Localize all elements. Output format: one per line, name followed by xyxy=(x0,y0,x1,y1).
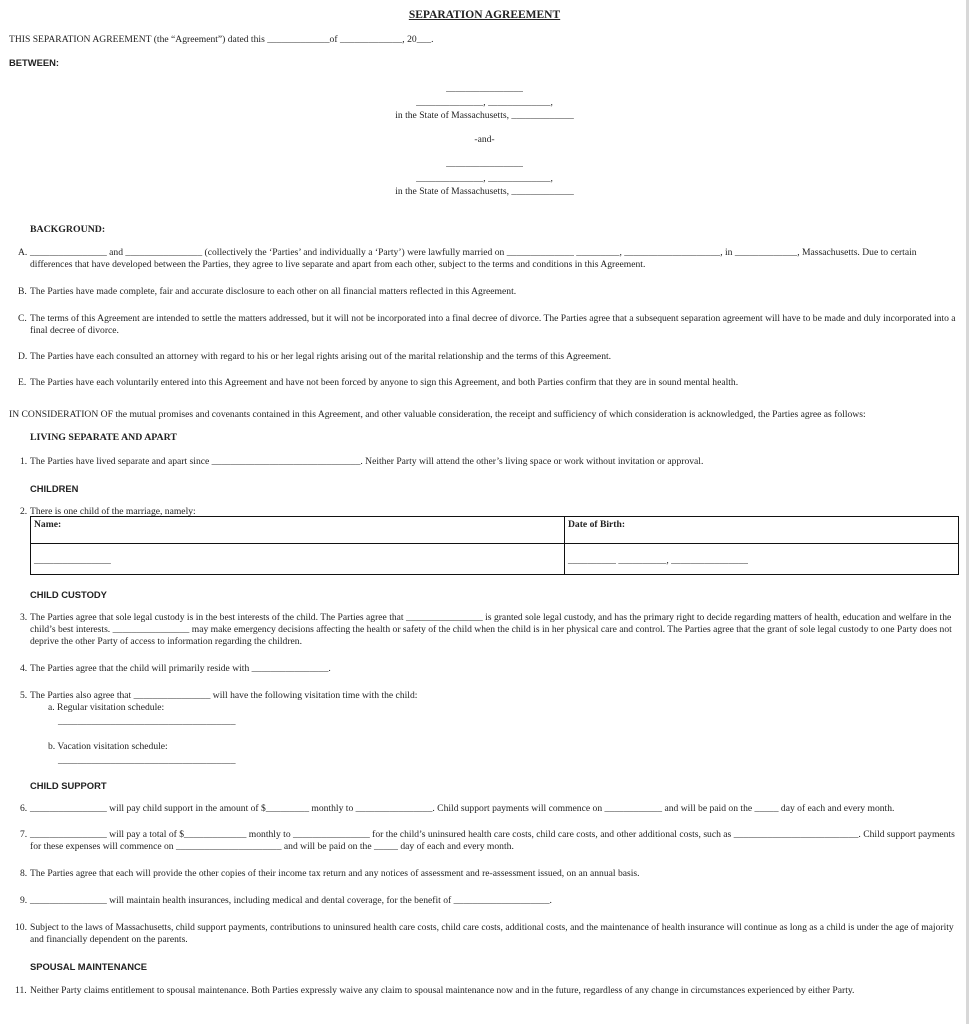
item-label: 7. xyxy=(20,829,28,840)
item-label: B. xyxy=(18,286,27,297)
item-text: There is one child of the marriage, namely: xyxy=(30,506,196,517)
item-label: 2. xyxy=(20,506,28,517)
party2-name-line: ________________ xyxy=(446,158,523,169)
item-label: 1. xyxy=(20,456,28,467)
support-heading: CHILD SUPPORT xyxy=(30,780,107,791)
name-column-header: Name: xyxy=(31,517,565,544)
spousal-heading: SPOUSAL MAINTENANCE xyxy=(30,961,148,972)
item-label: 10. xyxy=(15,922,27,933)
party1-name-line: ________________ xyxy=(446,83,523,94)
item-text: ________________ and ________________ (collectively the ‘Parties’ and individually a ‘Party’) were lawfully married on ______________ _________, ____________________, in _____________, Massachusetts. Due to certain differences that have developed between the Parties, they agree to live separate and apart from each other, subject to the terms and conditions in this Agreement. xyxy=(30,247,917,270)
clause-10 xyxy=(15,922,960,948)
item-text: Neither Party claims entitlement to spousal maintenance. Both Parties expressly waive any claim to spousal maintenance now and in the future, regardless of any change in circumstances experienced by either Party. xyxy=(30,985,855,996)
child-name-cell: ________________ xyxy=(31,544,565,575)
item-label: C. xyxy=(18,313,27,324)
party2-state-line: in the State of Massachusetts, _____________ xyxy=(395,186,574,197)
item-label: E. xyxy=(18,377,27,388)
regular-visitation-line: _____________________________________ xyxy=(58,716,236,727)
vacation-visitation-label: b. Vacation visitation schedule: xyxy=(48,741,168,752)
clause-3 xyxy=(20,612,960,650)
item-text: The Parties have lived separate and apart since _______________________________. Neither Party will attend the other’s living space or work without invitation or approval. xyxy=(30,456,704,467)
item-label: 9. xyxy=(20,895,28,906)
party2-address-line: ______________, _____________, xyxy=(416,173,553,184)
item-text: The Parties agree that the child will primarily reside with ________________. xyxy=(30,663,331,674)
item-label: A. xyxy=(18,247,28,258)
item-text: ________________ will maintain health insurances, including medical and dental coverage, for the benefit of ____________________. xyxy=(30,895,552,906)
item-label: D. xyxy=(18,351,28,362)
item-label: 11. xyxy=(15,985,27,996)
intro-line: THIS SEPARATION AGREEMENT (the “Agreement”) dated this _____________of _____________, 20___. xyxy=(9,34,434,45)
children-heading: CHILDREN xyxy=(30,483,79,494)
table-header-row xyxy=(31,517,959,544)
living-heading: LIVING SEPARATE AND APART xyxy=(30,432,177,443)
item-text: The Parties have each consulted an attorney with regard to his or her legal rights arising out of the marital relationship and the terms of this Agreement. xyxy=(30,351,612,362)
item-text: ________________ will pay a total of $_____________ monthly to ________________ for the child’s uninsured health care costs, child care costs, and other additional costs, such as __________________________. Child support payments for these expenses will commence on ______________________ and will be paid on the _____ day of each and every month. xyxy=(30,829,955,852)
custody-heading: CHILD CUSTODY xyxy=(30,589,107,600)
item-text: The Parties have each voluntarily entered into this Agreement and have not been forced by anyone to sign this Agreement, and both Parties confirm that they are in sound mental health. xyxy=(30,377,739,388)
item-text: The Parties also agree that ________________ will have the following visitation time with the child: xyxy=(30,690,418,701)
party1-state-line: in the State of Massachusetts, _____________ xyxy=(395,110,574,121)
children-table xyxy=(30,516,959,575)
item-label: 4. xyxy=(20,663,28,674)
child-dob-cell: __________ __________, ________________ xyxy=(565,544,959,575)
background-item-a xyxy=(18,247,960,273)
item-label: 6. xyxy=(20,803,28,814)
consideration-clause: IN CONSIDERATION OF the mutual promises and covenants contained in this Agreement, and other valuable consideration, the receipt and sufficiency of which consideration is acknowledged, the Parties agree as follows: xyxy=(9,409,866,420)
item-text: The Parties have made complete, fair and accurate disclosure to each other on all financial matters reflected in this Agreement. xyxy=(30,286,517,297)
dob-column-header: Date of Birth: xyxy=(565,517,959,544)
item-text: The Parties agree that sole legal custody is in the best interests of the child. The Parties agree that ________________ is granted sole legal custody, and has the primary right to decide regarding matters of health, education and welfare in the child’s best interests. ________________ may make emergency decisions affecting the health or safety of the child when the child is in her physical care and control. The Parties agree that the grant of sole legal custody to one Party does not deprive the other Party of access to information regarding the children. xyxy=(30,612,952,647)
clause-7 xyxy=(20,829,960,855)
item-text: The terms of this Agreement are intended to settle the matters addressed, but it will not be incorporated into a final decree of divorce. The Parties agree that a subsequent separation agreement will have to be made and duly incorporated into a final decree of divorce. xyxy=(30,313,956,336)
item-label: 3. xyxy=(20,612,28,623)
item-label: 5. xyxy=(20,690,28,701)
table-row xyxy=(31,544,959,575)
item-text: Subject to the laws of Massachusetts, child support payments, contributions to uninsured health care costs, child care costs, additional costs, and the maintenance of health insurance will continue as long as a child is under the age of majority and financially dependent on the parents. xyxy=(30,922,954,945)
item-text: ________________ will pay child support in the amount of $_________ monthly to ________________. Child support payments will commence on ____________ and will be paid on the _____ day of each and every month. xyxy=(30,803,895,814)
regular-visitation-label: a. Regular visitation schedule: xyxy=(48,702,165,713)
document-title: SEPARATION AGREEMENT xyxy=(408,9,561,21)
background-heading: BACKGROUND: xyxy=(30,224,106,235)
item-label: 8. xyxy=(20,868,28,879)
item-text: The Parties agree that each will provide the other copies of their income tax return and any notices of assessment and re-assessment issued, on an annual basis. xyxy=(30,868,640,879)
party1-address-line: ______________, _____________, xyxy=(416,97,553,108)
and-separator: -and- xyxy=(474,134,495,145)
between-heading: BETWEEN: xyxy=(9,57,59,68)
vacation-visitation-line: _____________________________________ xyxy=(58,755,236,766)
